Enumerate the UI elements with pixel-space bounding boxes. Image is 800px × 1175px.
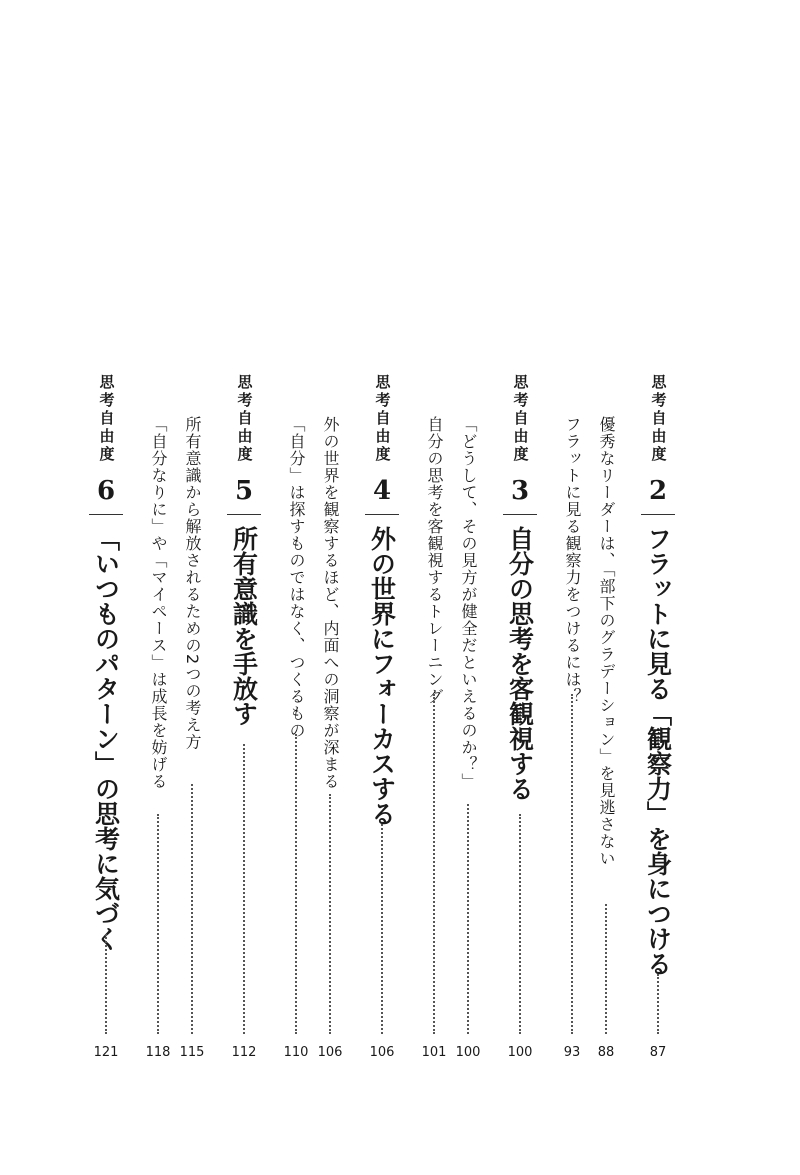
leader-dots	[657, 974, 659, 1034]
chapter-5-title-column	[224, 374, 264, 1070]
page-number: 100	[455, 1045, 481, 1060]
chapter-number: 5	[234, 476, 254, 506]
page-number: 93	[563, 1045, 581, 1060]
chapter-number: 3	[510, 476, 530, 506]
section-title[interactable]: フラットに見る観察力をつけるには？	[563, 416, 582, 705]
page-number: 121	[93, 1045, 119, 1060]
chapter-title[interactable]: フラットに見る「観察力」を身につける	[643, 526, 673, 976]
page-number: 101	[421, 1045, 447, 1060]
chapter-title[interactable]: 「いつものパターン」の思考に気づく	[91, 526, 121, 951]
section-title[interactable]: 優秀なリーダーは、「部下のグラデーション」を見逃さない	[597, 416, 616, 867]
chapter-rule	[503, 514, 537, 515]
leader-dots	[381, 824, 383, 1034]
section-title[interactable]: 自分の思考を客観視するトレーニング	[425, 416, 444, 705]
chapter-2-title-column	[638, 374, 678, 1070]
leader-dots	[329, 794, 331, 1034]
chapter-title[interactable]: 外の世界にフォーカスする	[367, 526, 397, 826]
chapter-number: 2	[648, 476, 668, 506]
chapter-rule	[227, 514, 261, 515]
chapter-title[interactable]: 所有意識を手放す	[229, 526, 259, 726]
chapter-rule	[365, 514, 399, 515]
page-number: 118	[145, 1045, 171, 1060]
chapter-number: 4	[372, 476, 392, 506]
chapter-2-sub-1	[586, 374, 626, 1070]
leader-dots	[191, 784, 193, 1034]
leader-dots	[571, 694, 573, 1034]
page-number: 106	[317, 1045, 343, 1060]
chapter-rule	[89, 514, 123, 515]
page-number: 112	[231, 1045, 257, 1060]
chapter-4-title-column	[362, 374, 402, 1070]
chapter-label: 思考自由度	[373, 374, 392, 464]
chapter-4-sub-2	[276, 374, 316, 1070]
leader-dots	[519, 814, 521, 1034]
chapter-5-sub-1	[172, 374, 212, 1070]
leader-dots	[467, 804, 469, 1034]
page-number: 100	[507, 1045, 533, 1060]
leader-dots	[433, 694, 435, 1034]
chapter-5-sub-2	[138, 374, 178, 1070]
leader-dots	[243, 744, 245, 1034]
section-title[interactable]: 「自分なりに」や「マイペース」は成長を妨げる	[149, 416, 168, 790]
chapter-6-title-column	[86, 374, 126, 1070]
page-number: 106	[369, 1045, 395, 1060]
leader-dots	[105, 934, 107, 1034]
chapter-4-sub-1	[310, 374, 350, 1070]
chapter-3-title-column	[500, 374, 540, 1070]
section-title[interactable]: 所有意識から解放されるための2つの考え方	[183, 416, 202, 751]
chapter-label: 思考自由度	[511, 374, 530, 464]
chapter-2-sub-2	[552, 374, 592, 1070]
section-title[interactable]: 「どうして、その見方が健全だといえるのか？」	[459, 416, 478, 790]
page-number: 115	[179, 1045, 205, 1060]
chapter-3-sub-1	[448, 374, 488, 1070]
page-number: 88	[597, 1045, 615, 1060]
leader-dots	[295, 734, 297, 1034]
chapter-title[interactable]: 自分の思考を客観視する	[505, 526, 535, 801]
leader-dots	[605, 904, 607, 1034]
chapter-number: 6	[96, 476, 116, 506]
chapter-label: 思考自由度	[97, 374, 116, 464]
leader-dots	[157, 814, 159, 1034]
chapter-3-sub-2	[414, 374, 454, 1070]
page-number: 87	[649, 1045, 667, 1060]
section-title[interactable]: 「自分」は探すものではなく、つくるもの	[287, 416, 306, 739]
chapter-label: 思考自由度	[235, 374, 254, 464]
chapter-label: 思考自由度	[649, 374, 668, 464]
section-title[interactable]: 外の世界を観察するほど、内面への洞察が深まる	[321, 416, 340, 790]
page-number: 110	[283, 1045, 309, 1060]
chapter-rule	[641, 514, 675, 515]
